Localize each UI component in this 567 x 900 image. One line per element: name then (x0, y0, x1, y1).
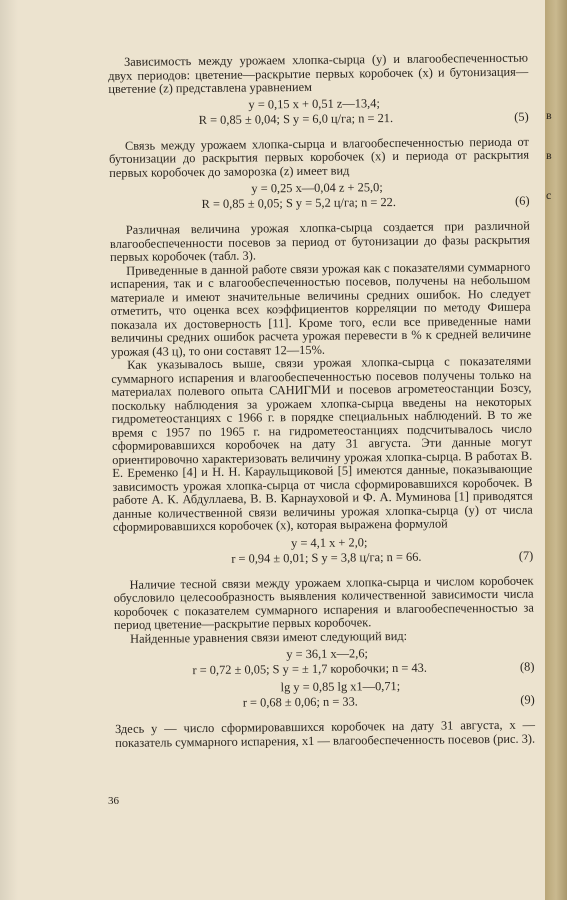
paragraph: Различная величина урожая хлопка-сырца создается при различной влагообеспеченности посевов за период от бутонизации до фазы раскрытия первых коробочек (табл. 3). (109, 218, 531, 264)
page-number: 36 (108, 795, 119, 807)
equation-line: R = 0,85 ± 0,04; S y = 6,0 ц/га; n = 21. (198, 110, 394, 127)
equation-number: (5) (514, 109, 529, 124)
equation-line: r = 0,68 ± 0,06; n = 33. (242, 694, 358, 710)
equation-line: y = 36,1 x—2,6; (286, 646, 369, 662)
paragraph: Наличие тесной связи между урожаем хлопка-сырца и числом коробочек обусловило целесообразность выявления количественной зависимости числа коробочек с показателем суммарного испарения и влагообеспеченностью за период цветение—раскрытие первых коробочек. (113, 573, 534, 632)
equation-line: R = 0,85 ± 0,05; S y = 5,2 ц/га; n = 22. (201, 194, 396, 212)
paragraph: Связь между урожаем хлопка-сырца и влагообеспеченностью периода от бутонизации до раскрытия первых коробочек (x) и периода от раскрытия первых коробочек до заморозка (z) имеет вид (109, 134, 530, 180)
equation-8-stats (114, 661, 534, 680)
next-page-margin-marks (546, 95, 552, 215)
equation-line: y = 0,15 x + 0,51 z—13,4; (248, 95, 380, 112)
equation-number: (7) (518, 548, 534, 563)
margin-mark: в (546, 148, 552, 162)
binding-shadow (0, 0, 18, 900)
margin-mark: в (546, 108, 552, 122)
paragraph: Зависимость между урожаем хлопка-сырца (y) и влагообеспеченностью двух периодов: цветение—раскрытие первых коробочек (x) и бутонизация—цветение (z) представлена уравнением (108, 50, 529, 96)
equation-line: r = 0,94 ± 0,01; S y = 3,8 ц/га; n = 66. (231, 549, 422, 566)
equation-line: y = 0,25 x—0,04 z + 25,0; (251, 180, 383, 196)
page-text (108, 52, 535, 750)
paragraph: Приведенные в данной работе связи урожая как с показателями суммарного испарения, так и с влагообеспеченностью посевов, получены на небольшом материале и имеют значительные величины средних ошибок. Но следует отметить, что оценка всех коэффициентов корреляции по методу Фишера показала их достоверность [11]. Кроме того, если все приведенные нами величины средних ошибок расчета урожая перевести в % к средней величине урожая (43 ц), то они составят 12—15%. (110, 259, 532, 359)
paragraph: Здесь y — число сформировавшихся коробочек на дату 31 августа, x — показатель суммарного испарения, x1 — влагообеспеченность посевов (рис. 3). (114, 717, 536, 750)
paragraph: Найденные уравнения связи имеют следующий вид: (130, 628, 408, 646)
equation-line: r = 0,72 ± 0,05; S y = ± 1,7 коробочки; n = 43. (192, 660, 428, 678)
equation-line: lg y = 0,85 lg x1—0,71; (280, 678, 401, 695)
paragraph: Как указывалось выше, связи урожая хлопка-сырца с показателями суммарного испарения и влагообеспеченностью посевов получены только на материалах полевого опыта САНИГМИ и посевов агрометеостанции Бозсу, поскольку наблюдения за урожаем хлопка-сырца введены на некоторых гидрометеостанциях с 1966 г. в порядке специальных наблюдений. В то же время с 1957 по 1965 г. на гидрометеостанциях подсчитывалось число сформировавшихся коробочек на дату 31 августа. Эти данные могут ориентировочно характеризовать величину урожая хлопка-сырца. В работах В. Е. Еременко [4] и Н. Н. Караульщиковой [5] имеются данные, показывающие зависимость урожая хлопка-сырца от числа сформировавшихся коробочек. В работе А. К. Абдуллаева, В. В. Карнауховой и Ф. А. Муминова [1] приводятся данные количественной связи величины урожая хлопка-сырца (y) от числа сформировавшихся коробочек (x), которая выражена формулой (111, 353, 533, 534)
equation-line: y = 4,1 x + 2,0; (291, 534, 368, 550)
margin-mark: с (546, 188, 552, 202)
equation-number: (6) (515, 193, 530, 208)
equation-number: (9) (520, 692, 535, 707)
equation-number: (8) (519, 659, 535, 674)
